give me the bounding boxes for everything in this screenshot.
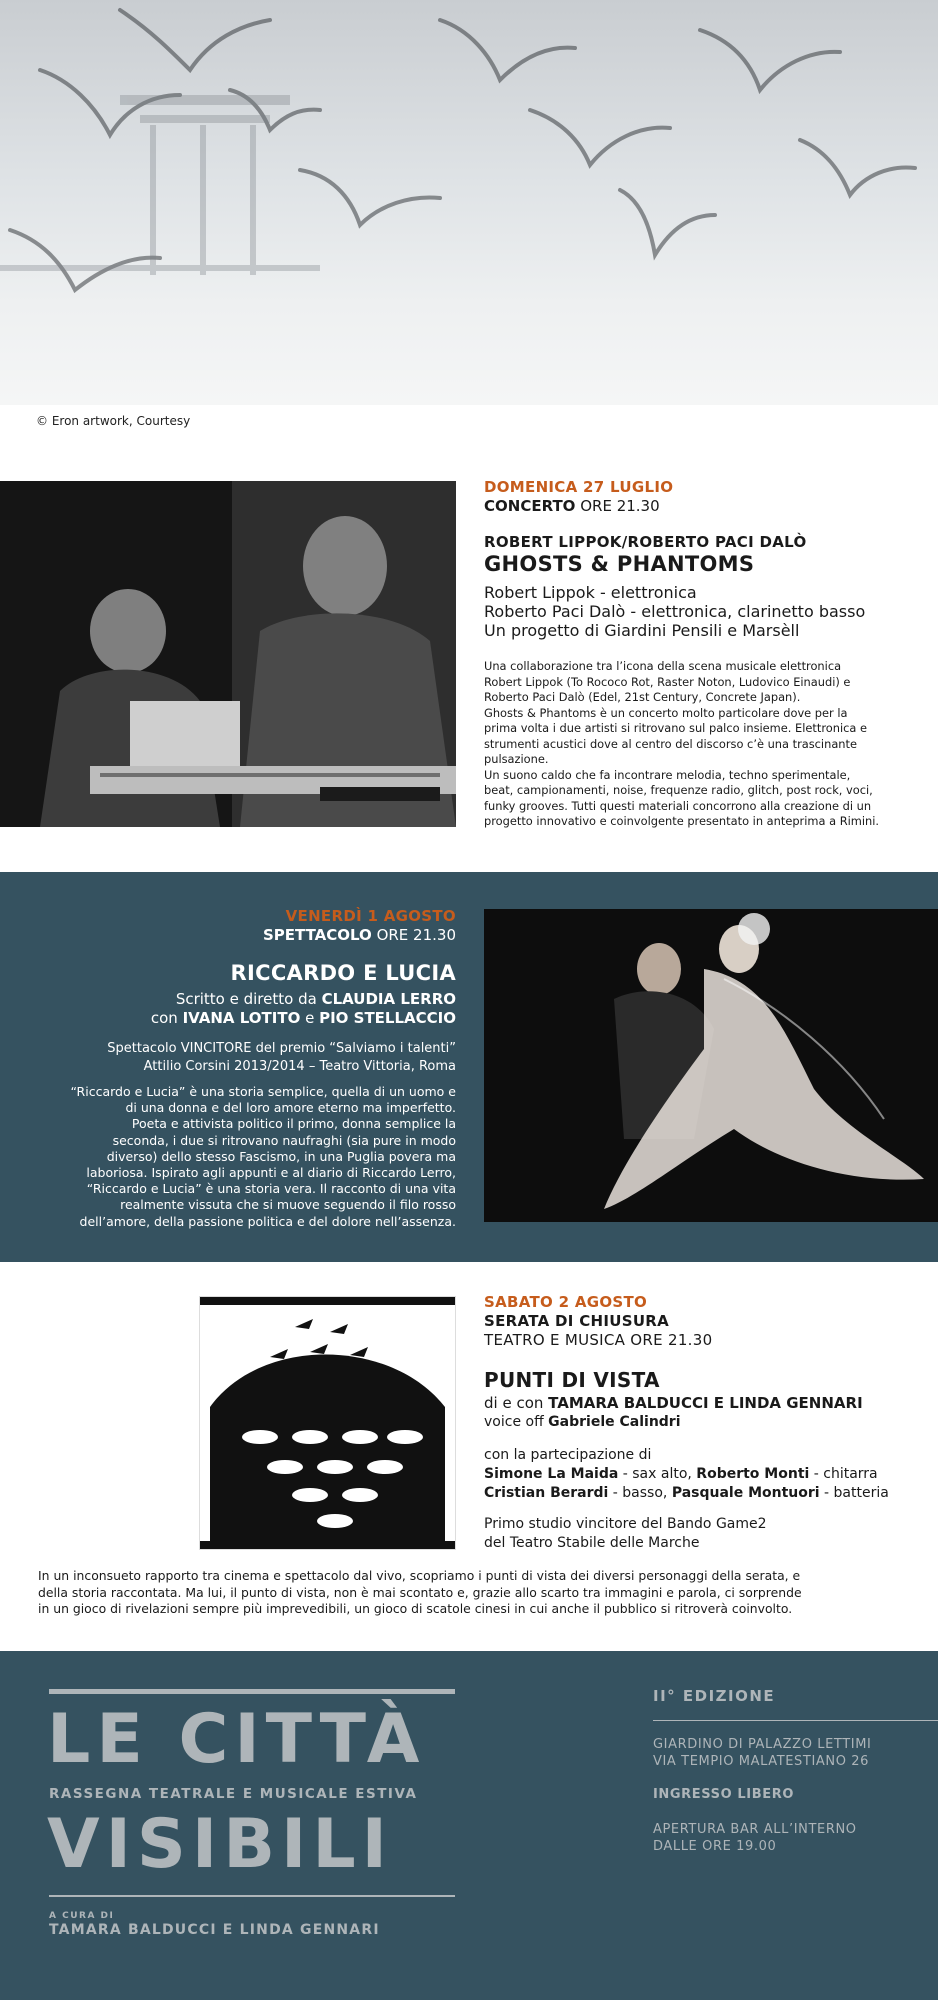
event2-title: RICCARDO E LUCIA (230, 961, 456, 985)
event3-type: SERATA DI CHIUSURA (484, 1312, 670, 1330)
description-line: diverso) dello stesso Fascismo, in una Puglia povera ma (106, 1148, 456, 1164)
bar-line: DALLE ORE 19.00 (653, 1839, 777, 1854)
edition-rule (653, 1720, 938, 1721)
description-line: Ghosts & Phantoms è un concerto molto particolare dove per la (484, 705, 848, 720)
description-line: strumenti acustici dove al centro del discorso c’è una trascinante (484, 736, 857, 751)
description-line: In un inconsueto rapporto tra cinema e spettacolo dal vivo, scopriamo i punti di vista dei diversi personaggi della serata, e (38, 1568, 801, 1583)
event2-photo (484, 909, 938, 1222)
description-line: “Riccardo e Lucia” è una storia vera. Il racconto di una vita (86, 1181, 456, 1197)
festival-title-line2: VISIBILI (47, 1805, 393, 1884)
event2-time: ORE 21.30 (376, 926, 456, 944)
credit-line: Roberto Paci Dalò - elettronica, clarinetto basso (484, 602, 866, 621)
bar-info (653, 1821, 857, 1855)
edition-label: II° EDIZIONE (653, 1687, 776, 1705)
description-line: della storia raccontata. Ma lui, il punto di vista, non è mai scontato e, grazie allo scarto tra immagini e parola, ci sorprende (38, 1584, 802, 1600)
event3-award (484, 1515, 767, 1553)
venue-info (653, 1736, 871, 1770)
description-line: realmente vissuta che si muove seguendo il filo rosso (120, 1197, 456, 1213)
event1-artists: ROBERT LIPPOK/ROBERTO PACI DALÒ (484, 533, 807, 551)
cast-label: con (150, 1009, 183, 1027)
description-line: funky grooves. Tutti questi materiali concorrono alla creazione di un (484, 798, 872, 813)
director-name: CLAUDIA LERRO (321, 990, 456, 1008)
event2-time-line (263, 926, 456, 944)
bird-shape (10, 230, 160, 290)
event1-description (484, 659, 924, 830)
event1-date: DOMENICA 27 LUGLIO (484, 478, 674, 496)
cast-name-2: PIO STELLACCIO (319, 1009, 456, 1027)
event2-type: SPETTACOLO (262, 926, 372, 944)
event3-title: PUNTI DI VISTA (484, 1368, 660, 1392)
bird-shape (440, 20, 575, 80)
description-line: Una collaborazione tra l’icona della scena musicale elettronica (484, 659, 842, 673)
festival-title-line1: LE CITTÀ (47, 1700, 426, 1779)
award-line: Primo studio vincitore del Bando Game2 (484, 1516, 767, 1532)
description-line: progetto innovativo e coinvolgente presentato in anteprima a Rimini. (484, 814, 880, 828)
event1-time-line (484, 497, 660, 515)
curated-label: A CURA DI (49, 1911, 115, 1921)
bird-shape (120, 10, 270, 70)
description-line: in un gioco di rivelazioni sempre più imprevedibili, un gioco di scatole cinesi in cui anche il pubblico si ritroverà coinvolto. (38, 1601, 793, 1616)
bird-shape (700, 30, 840, 90)
musician-name: Simone La Maida (484, 1466, 619, 1482)
event1-photo (0, 481, 456, 827)
event1-title: GHOSTS & PHANTOMS (484, 552, 755, 576)
description-line: Roberto Paci Dalò (Edel, 21st Century, Concrete Japan). (484, 690, 801, 704)
description-line: pulsazione. (484, 752, 549, 766)
event3-subtype: TEATRO E MUSICA ORE 21.30 (484, 1331, 713, 1349)
bar-line: APERTURA BAR ALL’INTERNO (653, 1822, 857, 1837)
prize-line: Attilio Corsini 2013/2014 – Teatro Vittoria, Roma (143, 1059, 456, 1074)
musician-role: - basso, (608, 1485, 672, 1501)
participants-label: con la partecipazione di (484, 1447, 652, 1463)
award-line: del Teatro Stabile delle Marche (484, 1535, 700, 1551)
description-line: prima volta i due artisti si ritrovano sul palco insieme. Elettronica e (484, 721, 867, 735)
event2-date: VENERDÌ 1 AGOSTO (285, 907, 456, 925)
event3-artwork (199, 1296, 456, 1550)
event3-description (38, 1568, 906, 1618)
musician-role: - chitarra (809, 1466, 878, 1482)
description-line: Un suono caldo che fa incontrare melodia, techno sperimentale, (484, 767, 851, 782)
event2-cast-line (151, 1009, 456, 1028)
seagulls-artwork (0, 0, 938, 405)
musician-name: Cristian Berardi (484, 1485, 609, 1501)
credit-line: Robert Lippok - elettronica (484, 583, 697, 602)
description-line: di una donna e del loro amore eterno ma imperfetto. (125, 1100, 456, 1116)
event3-voice-line (484, 1414, 681, 1430)
event2-director-line (176, 990, 456, 1009)
description-line: seconda, i due si ritrovano naufraghi (sia pure in modo (112, 1132, 456, 1148)
event2-description (16, 1084, 456, 1230)
bird-shape (800, 140, 915, 195)
venue-line: VIA TEMPIO MALATESTIANO 26 (653, 1754, 870, 1769)
bird-shape (300, 170, 440, 225)
participants-line-1 (484, 1465, 889, 1484)
musician-name: Pasquale Montuori (671, 1485, 820, 1501)
curated-names: TAMARA BALDUCCI E LINDA GENNARI (49, 1922, 380, 1938)
hero-artwork-image (0, 0, 938, 405)
cast-name-1: IVANA LOTITO (182, 1009, 301, 1027)
credit-line: Un progetto di Giardini Pensili e Marsèll (484, 621, 800, 640)
description-line: Robert Lippok (To Rococo Rot, Raster Noton, Ludovico Einaudi) e (484, 674, 851, 689)
authors-names: TAMARA BALDUCCI E LINDA GENNARI (548, 1394, 863, 1412)
description-line: dell’amore, della passione politica e del dolore nell’assenza. (79, 1213, 456, 1229)
event1-credits (484, 583, 865, 640)
description-line: beat, campionamenti, noise, frequenze radio, glitch, post rock, voci, (484, 783, 873, 797)
bird-shape (620, 190, 715, 255)
bird-shape (530, 110, 670, 165)
voice-label: voice off (484, 1414, 549, 1430)
festival-tagline: RASSEGNA TEATRALE E MUSICALE ESTIVA (49, 1786, 418, 1802)
cast-joiner: e (300, 1009, 320, 1027)
musician-role: - batteria (819, 1485, 889, 1501)
event3-participants (484, 1446, 889, 1503)
prize-line: Spettacolo VINCITORE del premio “Salviamo i talenti” (107, 1041, 456, 1056)
authors-label: di e con (484, 1394, 549, 1412)
director-label: Scritto e diretto da (175, 990, 322, 1008)
event3-date: SABATO 2 AGOSTO (484, 1293, 648, 1311)
musician-name: Roberto Monti (696, 1466, 810, 1482)
entry-info: INGRESSO LIBERO (653, 1787, 794, 1802)
event2-prize (107, 1040, 456, 1076)
event3-authors-line (484, 1394, 863, 1412)
description-line: laboriosa. Ispirato agli appunti e al diario di Riccardo Lerro, (86, 1165, 456, 1181)
image-credit: © Eron artwork, Courtesy (36, 414, 191, 428)
description-line: Poeta e attivista politico il primo, donna semplice la (131, 1116, 456, 1132)
participants-line-2 (484, 1484, 889, 1503)
event1-time: ORE 21.30 (580, 497, 660, 515)
event1-type: CONCERTO (484, 497, 576, 515)
voice-name: Gabriele Calindri (548, 1414, 681, 1430)
musician-role: - sax alto, (618, 1466, 697, 1482)
pier-silhouette (0, 95, 320, 275)
description-line: “Riccardo e Lucia” è una storia semplice, quella di un uomo e (70, 1084, 456, 1099)
footer-mid-rule (49, 1895, 455, 1897)
footer-top-rule (49, 1689, 455, 1694)
venue-line: GIARDINO DI PALAZZO LETTIMI (653, 1737, 872, 1752)
